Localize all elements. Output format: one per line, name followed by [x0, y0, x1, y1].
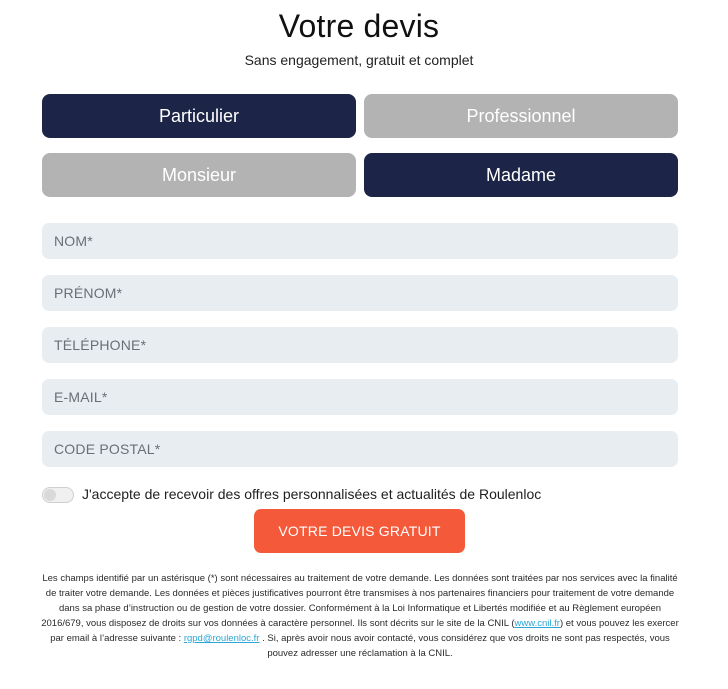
legal-notice	[40, 571, 680, 661]
particulier-button[interactable]: Particulier	[42, 94, 356, 138]
consent-toggle-knob	[44, 489, 56, 501]
consent-label: J'accepte de recevoir des offres personnalisées et actualités de Roulenloc	[82, 486, 542, 502]
submit-quote-button[interactable]: VOTRE DEVIS GRATUIT	[254, 509, 465, 553]
monsieur-button[interactable]: Monsieur	[42, 153, 356, 197]
madame-button[interactable]: Madame	[364, 153, 678, 197]
legal-text-part1: Les champs identifié par un astérisque (*) sont nécessaires au traitement de votre demande. Les données sont traitées par nos services avec la finalité de traiter votre demande. Les données et pièces justificatives pourront être transmises à nos partenaires financiers pour traitement de votre demande dans sa phase d’instruction ou de gestion de votre dossier. Conformément à la Loi Informatique et Libertés modifiée et au Règlement européen 2016/679, vous disposez de droits sur vos données à caractère personnel. Ils sont décrits sur le site de la CNIL (	[41, 573, 678, 629]
rgpd-email-link[interactable]: rgpd@roulenloc.fr	[183, 633, 260, 644]
legal-text-part3: . Si, après avoir nous avoir contacté, vous considérez que vos droits ne sont pas respectés, vous pouvez adresser une réclamation à la CNIL.	[259, 633, 670, 659]
professionnel-button[interactable]: Professionnel	[364, 94, 678, 138]
page-subtitle: Sans engagement, gratuit et complet	[244, 52, 474, 68]
email-field[interactable]	[42, 379, 678, 415]
page-title: Votre devis	[278, 8, 440, 44]
telephone-field[interactable]	[42, 327, 678, 363]
cnil-link[interactable]: www.cnil.fr	[514, 618, 560, 629]
legal-text-part2: ) et vous pouvez les exercer par email à l’adresse suivante :	[50, 618, 679, 644]
nom-field[interactable]	[42, 223, 678, 259]
consent-toggle[interactable]	[42, 487, 74, 503]
code-postal-field[interactable]	[42, 431, 678, 467]
prenom-field[interactable]	[42, 275, 678, 311]
